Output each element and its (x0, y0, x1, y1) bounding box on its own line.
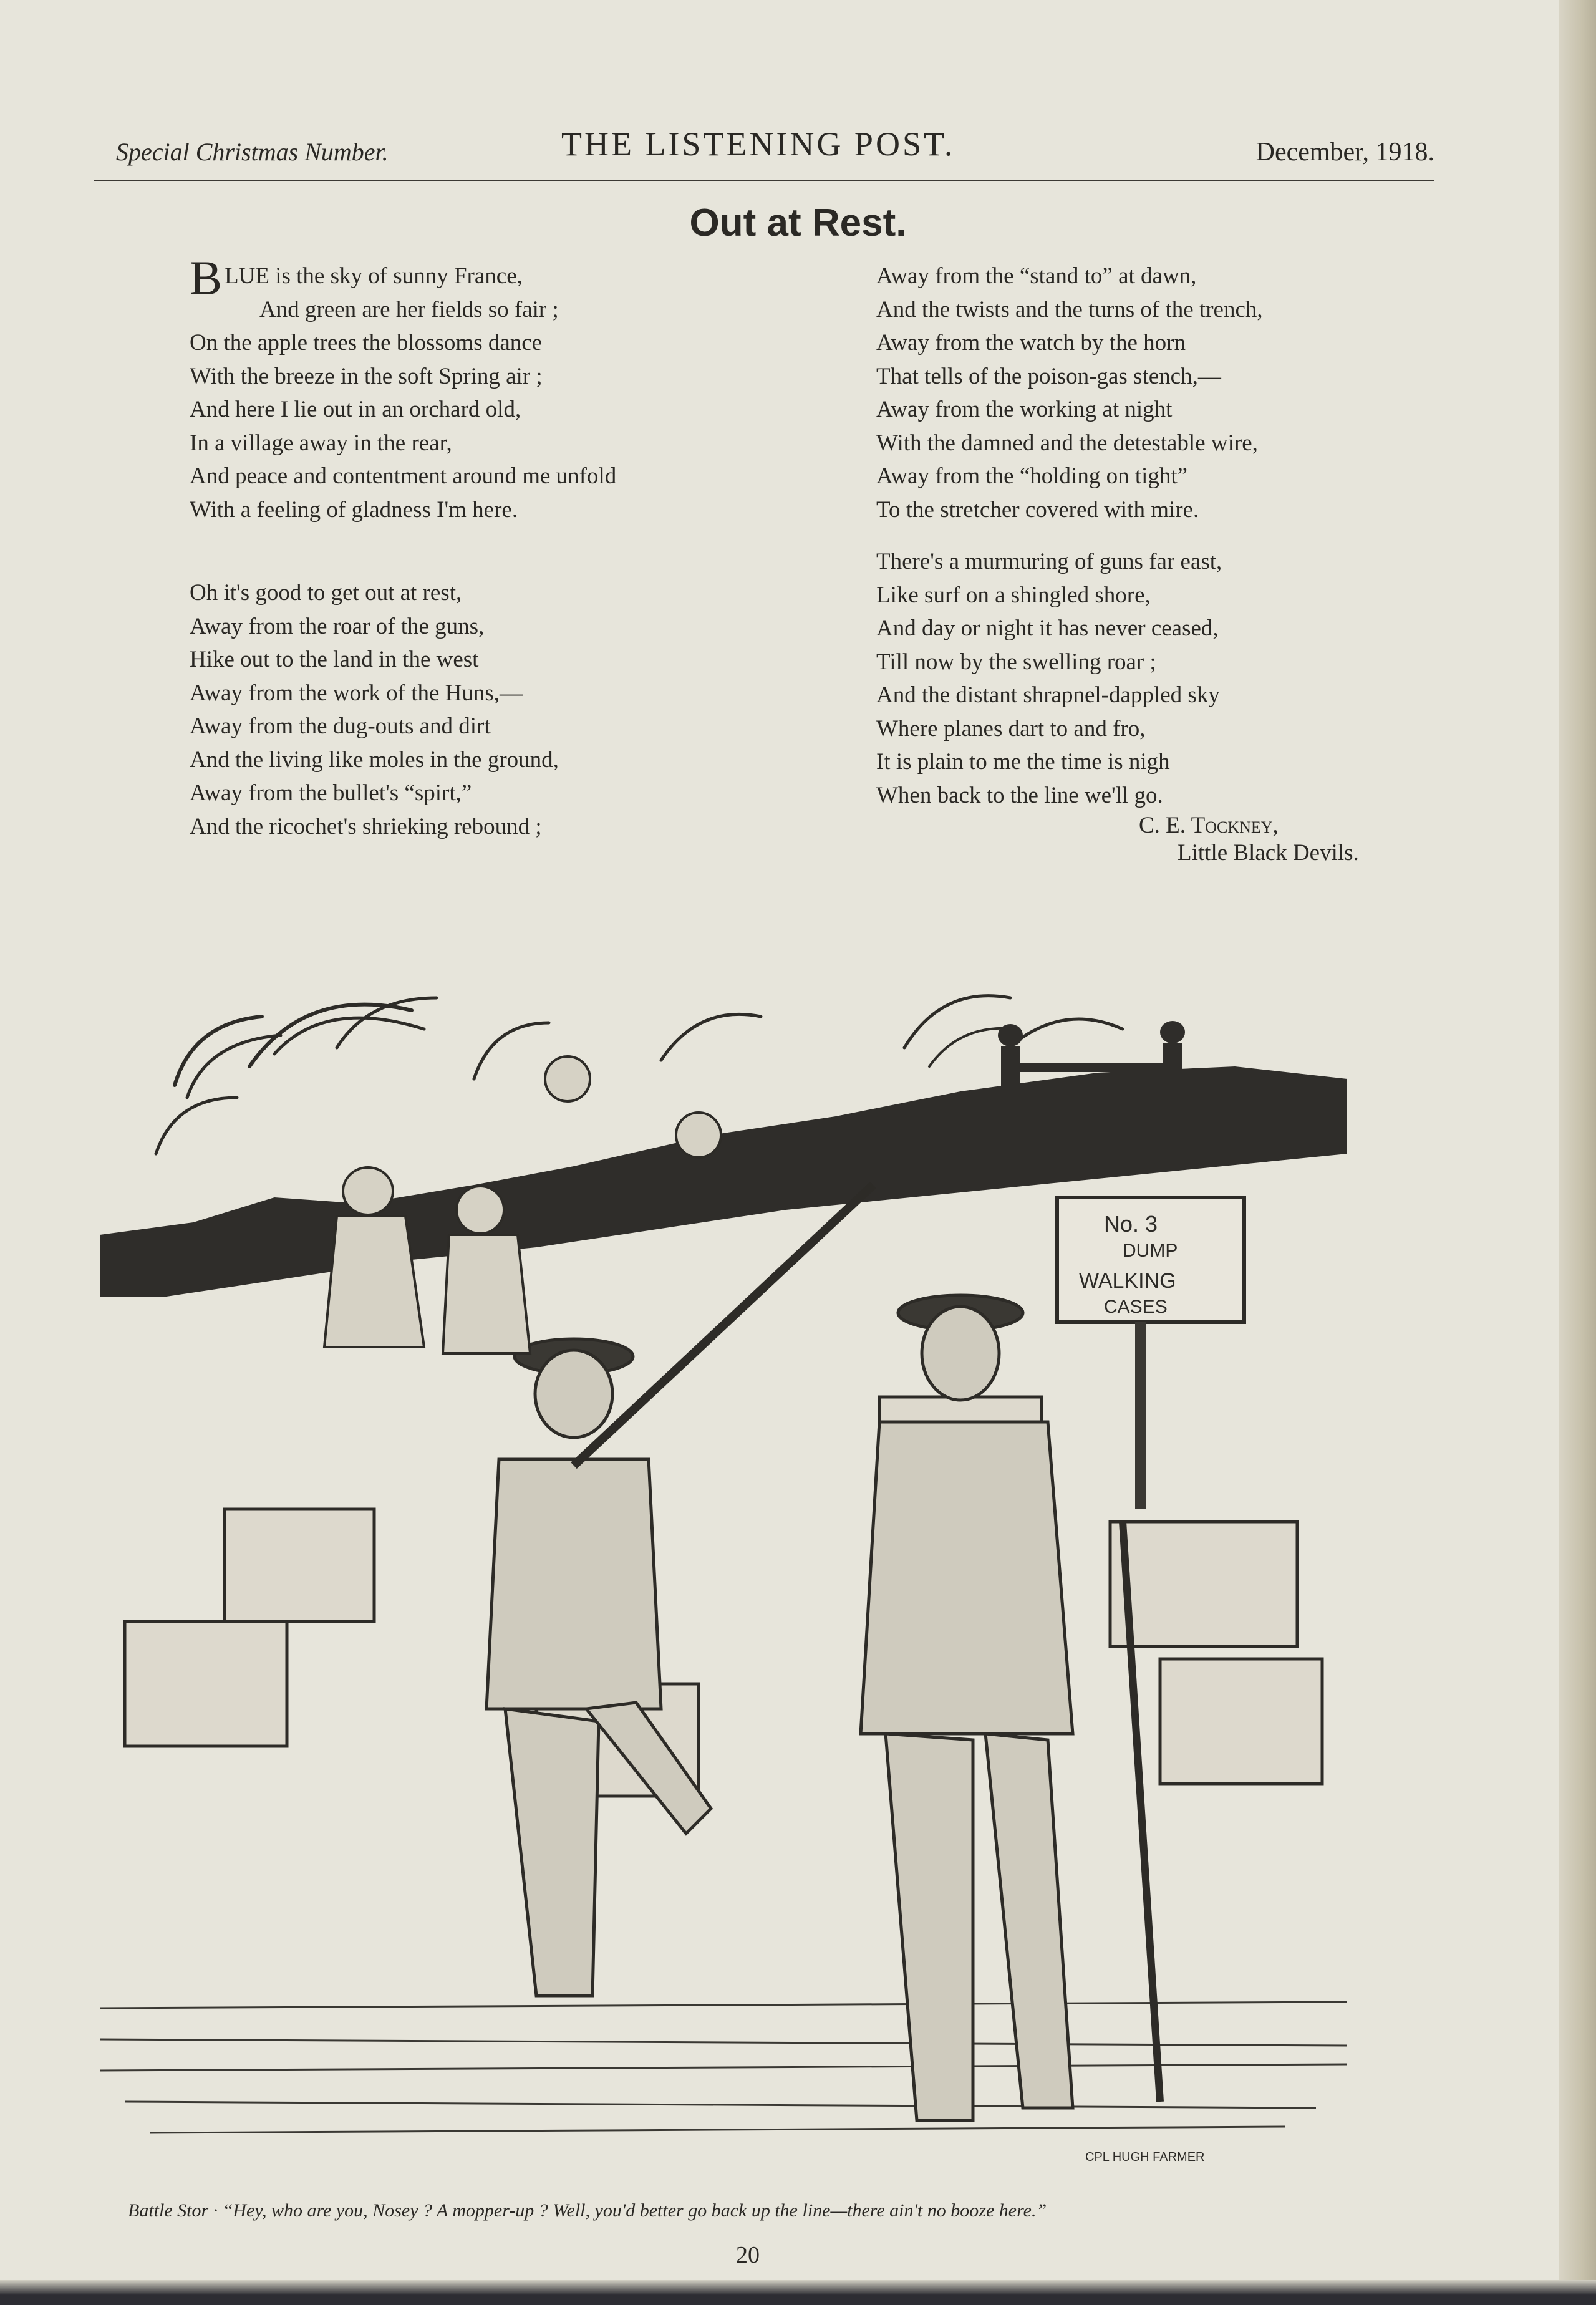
sign-text-line4: CASES (1104, 1297, 1168, 1317)
running-header (94, 125, 1434, 184)
poem-line (190, 251, 616, 305)
poem-line: To the stretcher covered with mire. (876, 496, 1199, 523)
header-issue-label: Special Christmas Number. (116, 138, 389, 166)
poem-line: And peace and contentment around me unfold (190, 463, 617, 489)
ammo-box (225, 1509, 374, 1621)
page-bottom-edge (0, 2280, 1596, 2305)
poem-line-text: LUE is the sky of sunny France, (225, 263, 523, 289)
header-publication-title: THE LISTENING POST. (561, 125, 955, 163)
author-name: C. E. Tockney, (1139, 813, 1279, 838)
stanza-break (876, 526, 1263, 545)
header-date: December, 1918. (1255, 138, 1434, 167)
poem-line: There's a murmuring of guns far east, (876, 549, 1222, 574)
header-rule (94, 180, 1434, 181)
poem-line: And day or night it has never ceased, (876, 616, 1219, 641)
sign-text-line1: No. 3 (1104, 1211, 1158, 1237)
author-unit: Little Black Devils. (1178, 840, 1359, 866)
poem-title: Out at Rest. (689, 201, 907, 244)
ammo-box (125, 1621, 287, 1746)
ground-hatching (150, 2127, 1285, 2133)
shell-burst (156, 1098, 237, 1154)
drop-cap: B (190, 251, 223, 305)
ground-hatching (125, 2102, 1316, 2108)
poem-line: Till now by the swelling roar ; (876, 649, 1156, 675)
poem-line: Away from the “holding on tight” (876, 463, 1188, 489)
sign-text-line2: DUMP (1123, 1240, 1178, 1261)
poem-line: And the twists and the turns of the trench, (876, 296, 1263, 322)
dump-sign (1057, 1197, 1244, 1509)
poem-line: Away from the watch by the horn (876, 330, 1186, 355)
shell-burst (474, 1023, 549, 1079)
poem-line: Where planes dart to and fro, (876, 715, 1146, 742)
poem-column-right (876, 259, 1263, 812)
artist-signature: CPL HUGH FARMER (1085, 2150, 1205, 2164)
ammo-box (1110, 1522, 1297, 1646)
poem-line: And the distant shrapnel-dappled sky (876, 682, 1220, 708)
sign-text-line3: WALKING (1079, 1269, 1176, 1293)
poem-line: And the ricochet's shrieking rebound ; (190, 813, 542, 839)
poem-line: Away from the working at night (876, 397, 1173, 422)
poem-line: And the living like moles in the ground, (190, 747, 559, 773)
poem-line: Away from the “stand to” at dawn, (876, 263, 1197, 289)
poem-line: When back to the line we'll go. (876, 782, 1163, 808)
poem-line: And green are her fields so fair ; (259, 296, 559, 322)
page-binding-edge (1559, 0, 1596, 2305)
poem-line: With a feeling of gladness I'm here. (190, 496, 518, 523)
stanza-break (190, 526, 616, 576)
poem-line: In a village away in the rear, (190, 430, 452, 456)
poem-line: With the breeze in the soft Spring air ; (190, 363, 543, 389)
poem-line: Away from the roar of the guns, (190, 613, 485, 639)
poem-column-left (190, 251, 617, 843)
poem-line: Oh it's good to get out at rest, (190, 580, 462, 606)
ammo-box (1160, 1659, 1322, 1784)
poem-line: Hike out to the land in the west (190, 647, 479, 672)
poem-line: Like surf on a shingled shore, (876, 582, 1151, 608)
poem-line: Away from the work of the Huns,— (190, 680, 523, 706)
poem-line: Away from the bullet's “spirt,” (190, 780, 472, 806)
shell-burst (1017, 1019, 1123, 1041)
poem-line: Away from the dug-outs and dirt (190, 713, 491, 739)
shell-burst (175, 1017, 262, 1085)
page-number: 20 (736, 2242, 760, 2268)
poem-line: That tells of the poison-gas stench,— (876, 363, 1221, 389)
poem-line: On the apple trees the blossoms dance (190, 330, 543, 355)
cartoon-caption: Battle Stor · “Hey, who are you, Nosey ? A mopper-up ? Well, you'd better go back up the line—there ain't no booze here.” (128, 2200, 1047, 2221)
ground-hatching (100, 2002, 1347, 2008)
shell-burst (661, 1014, 761, 1060)
cartoon-illustration (100, 948, 1410, 2183)
poem-line: And here I lie out in an orchard old, (190, 397, 521, 422)
soldier-left (486, 1185, 873, 1996)
poem-line: It is plain to me the time is nigh (876, 749, 1170, 775)
poem-line: With the damned and the detestable wire, (876, 430, 1258, 456)
